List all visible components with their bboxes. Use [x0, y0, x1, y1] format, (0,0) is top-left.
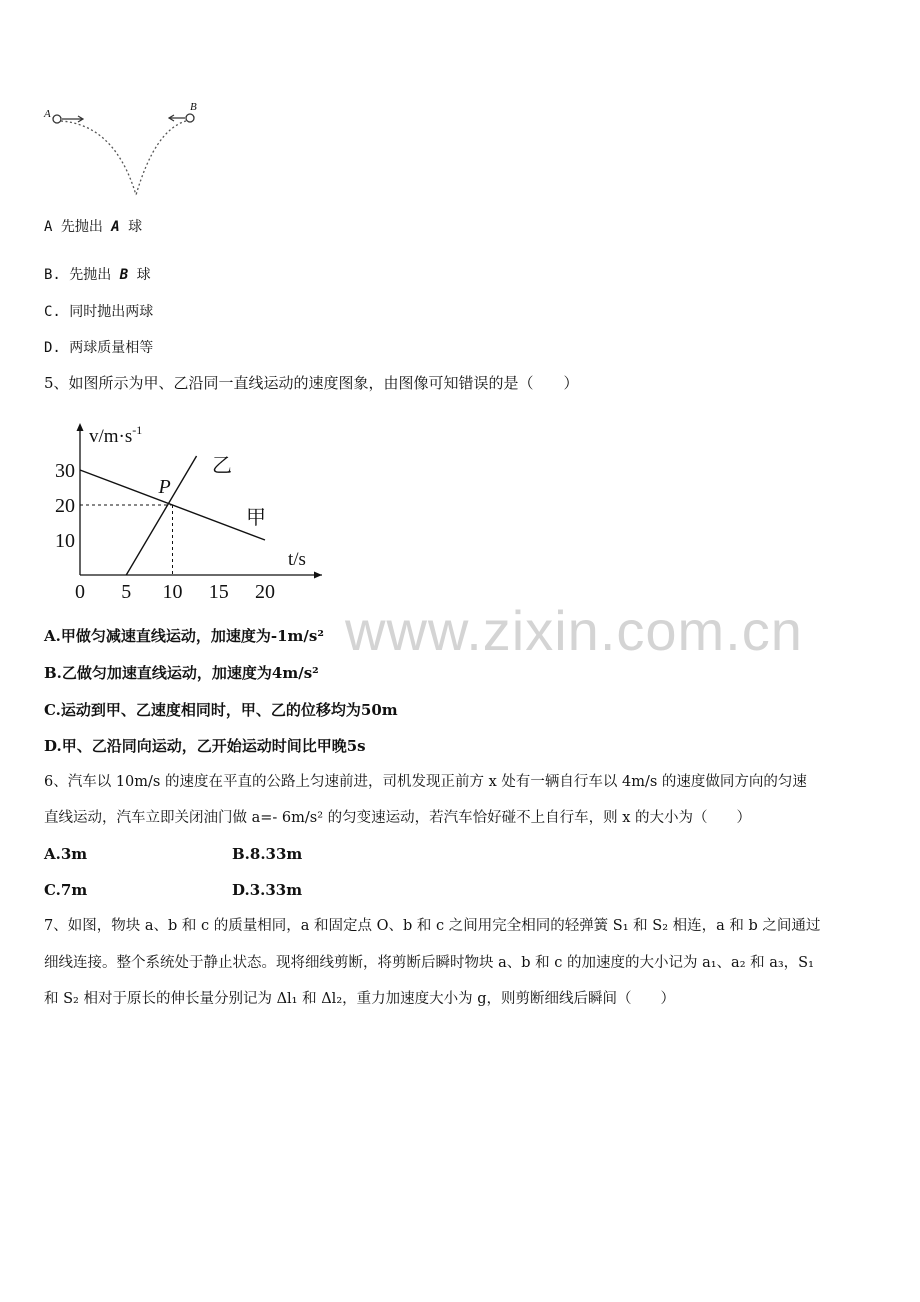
x-tick-label: 5 — [121, 581, 132, 603]
point-label-p: P — [158, 476, 171, 498]
q4-option-c: C. 同时抛出两球 — [44, 304, 154, 320]
label-b: B — [190, 101, 197, 113]
q6-stem-line2: 直线运动，汽车立即关闭油门做 a=- 6m/s² 的匀变速运动，若汽车恰好碰不上自行车，则 x 的大小为（ ） — [44, 810, 752, 826]
x-tick-label: 15 — [208, 581, 229, 603]
q7-line1: 7、如图，物块 a、b 和 c 的质量相同，a 和固定点 O、b 和 c 之间用完全相同的轻弹簧 S₁ 和 S₂ 相连，a 和 b 之间通过 — [44, 918, 821, 934]
label-a: A — [44, 108, 51, 120]
x-tick-label: 20 — [255, 581, 275, 603]
projectile-figure — [40, 95, 210, 205]
ball-a — [53, 115, 61, 123]
watermark: www.zixin.com.cn — [345, 599, 803, 662]
arrow-left-icon — [169, 115, 185, 121]
q4-option-b: B. 先抛出 B 球 — [44, 267, 151, 283]
x-axis-arrow-icon — [314, 572, 322, 579]
q5-stem: 5、如图所示为甲、乙沿同一直线运动的速度图象，由图像可知错误的是（ ） — [44, 374, 579, 392]
x-tick-label: 0 — [75, 581, 85, 603]
q5-option-d: D.甲、乙沿同向运动，乙开始运动时间比甲晚5s — [44, 737, 366, 755]
y-axis-label: $v/m\cdot s^{-1}$ — [89, 423, 143, 447]
y-tick-label: 20 — [55, 495, 75, 517]
q5-option-a: A.甲做匀减速直线运动，加速度为-1m/s² — [44, 627, 324, 645]
y-tick-label: 30 — [55, 460, 75, 482]
q6-option-d: D.3.33m — [232, 881, 303, 899]
q4-option-d: D. 两球质量相等 — [44, 340, 154, 356]
q6-option-b: B.8.33m — [232, 845, 303, 863]
series-line-yi — [126, 456, 196, 575]
q7-line3: 和 S₂ 相对于原长的伸长量分别记为 Δl₁ 和 Δl₂，重力加速度大小为 g，则剪断细线后瞬间（ ） — [44, 991, 676, 1007]
trajectory-a — [61, 121, 136, 195]
q6-stem-line1: 6、汽车以 10m/s 的速度在平直的公路上匀速前进，司机发现正前方 x 处有一辆自行车以 4m/s 的速度做同方向的匀速 — [44, 774, 807, 790]
y-tick-label: 10 — [55, 530, 75, 552]
x-axis-label: t/s — [288, 549, 306, 570]
q6-option-c: C.7m — [44, 881, 88, 899]
velocity-time-chart — [40, 415, 330, 610]
ball-b — [186, 114, 194, 122]
y-axis-arrow-icon — [77, 423, 84, 431]
q5-option-b: B.乙做匀加速直线运动，加速度为4m/s² — [44, 664, 319, 682]
series-label-yi: 乙 — [212, 455, 232, 477]
trajectory-b — [136, 121, 186, 195]
x-tick-label: 10 — [162, 581, 183, 603]
q4-option-a: A 先抛出 A 球 — [44, 219, 143, 235]
arrow-right-icon — [62, 116, 83, 122]
q6-option-a: A.3m — [44, 845, 88, 863]
q5-option-c: C.运动到甲、乙速度相同时，甲、乙的位移均为50m — [44, 701, 398, 719]
series-label-jia: 甲 — [246, 507, 266, 529]
q7-line2: 细线连接。整个系统处于静止状态。现将细线剪断，将剪断后瞬时物块 a、b 和 c 的加速度的大小记为 a₁、a₂ 和 a₃，S₁ — [44, 955, 814, 971]
